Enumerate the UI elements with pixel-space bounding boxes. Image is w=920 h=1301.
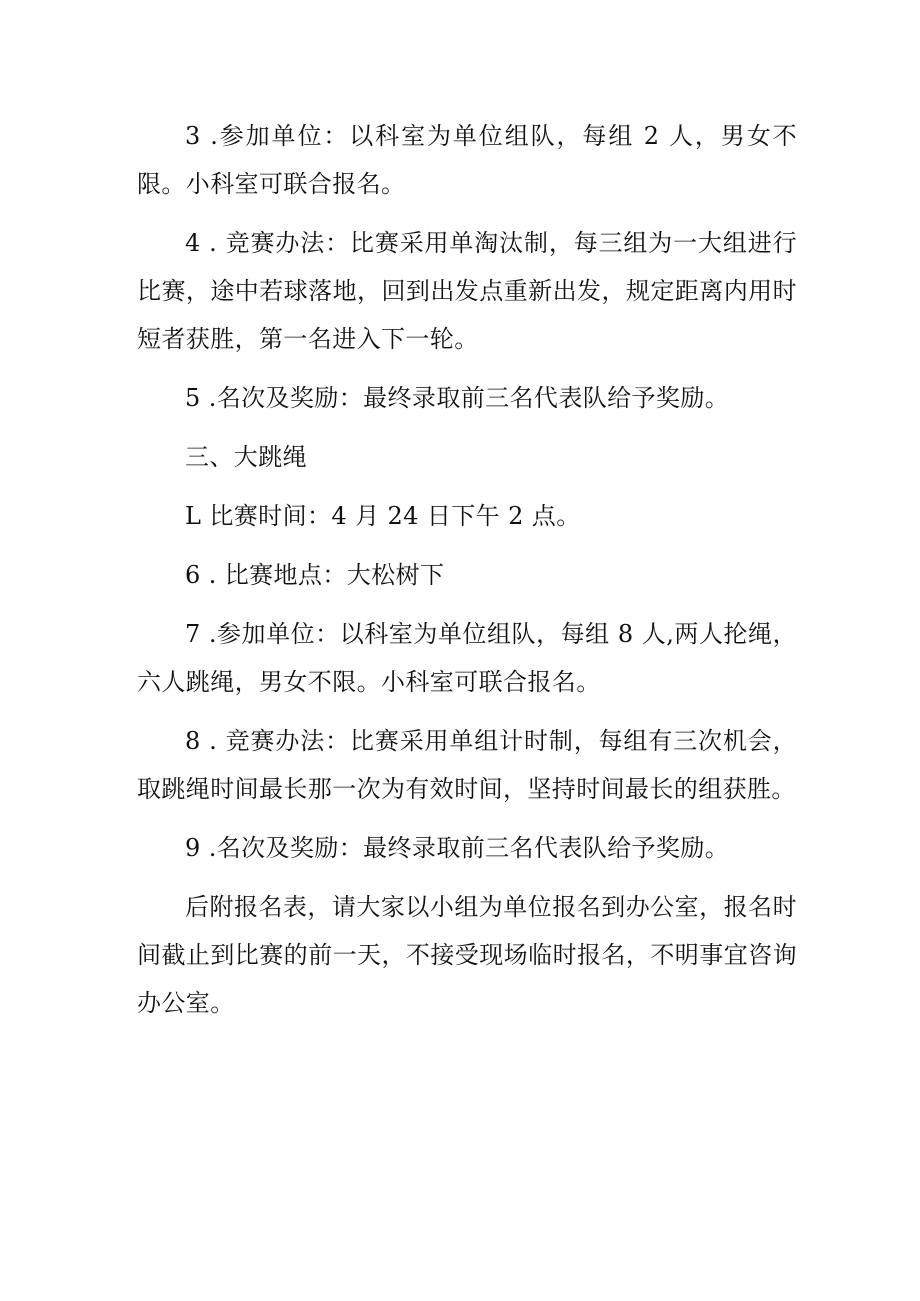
paragraph-item-1-time: L 比赛时间：4 月 24 日下午 2 点。 xyxy=(185,502,581,530)
paragraph-item-9-awards: 9 .名次及奖励：最终录取前三名代表队给予奖励。 xyxy=(185,834,730,862)
paragraph-item-3-participants: 3 .参加单位：以科室为单位组队，每组 2 人，男女不限。小科室可联合报名。 xyxy=(137,122,797,198)
paragraph-registration-note: 后附报名表，请大家以小组为单位报名到办公室，报名时间截止到比赛的前一天，不接受现场临时报名，不明事宜咨询办公室。 xyxy=(137,893,797,1017)
paragraph-item-8-rules: 8 . 竞赛办法：比赛采用单组计时制，每组有三次机会，取跳绳时间最长那一次为有效时间，坚持时间最长的组获胜。 xyxy=(137,727,797,803)
paragraph-item-5-awards: 5 .名次及奖励：最终录取前三名代表队给予奖励。 xyxy=(185,384,730,412)
paragraph-item-7-participants: 7 .参加单位：以科室为单位组队，每组 8 人,两人抡绳，六人跳绳，男女不限。小科室可联合报名。 xyxy=(137,620,797,696)
paragraph-item-6-location: 6 . 比赛地点：大松树下 xyxy=(185,561,445,589)
document-body xyxy=(137,112,797,1038)
section-heading-jump-rope: 三、大跳绳 xyxy=(185,443,307,471)
paragraph-item-4-rules: 4 . 竞赛办法：比赛采用单淘汰制，每三组为一大组进行比赛，途中若球落地，回到出发点重新出发，规定距离内用时短者获胜，第一名进入下一轮。 xyxy=(137,229,797,353)
